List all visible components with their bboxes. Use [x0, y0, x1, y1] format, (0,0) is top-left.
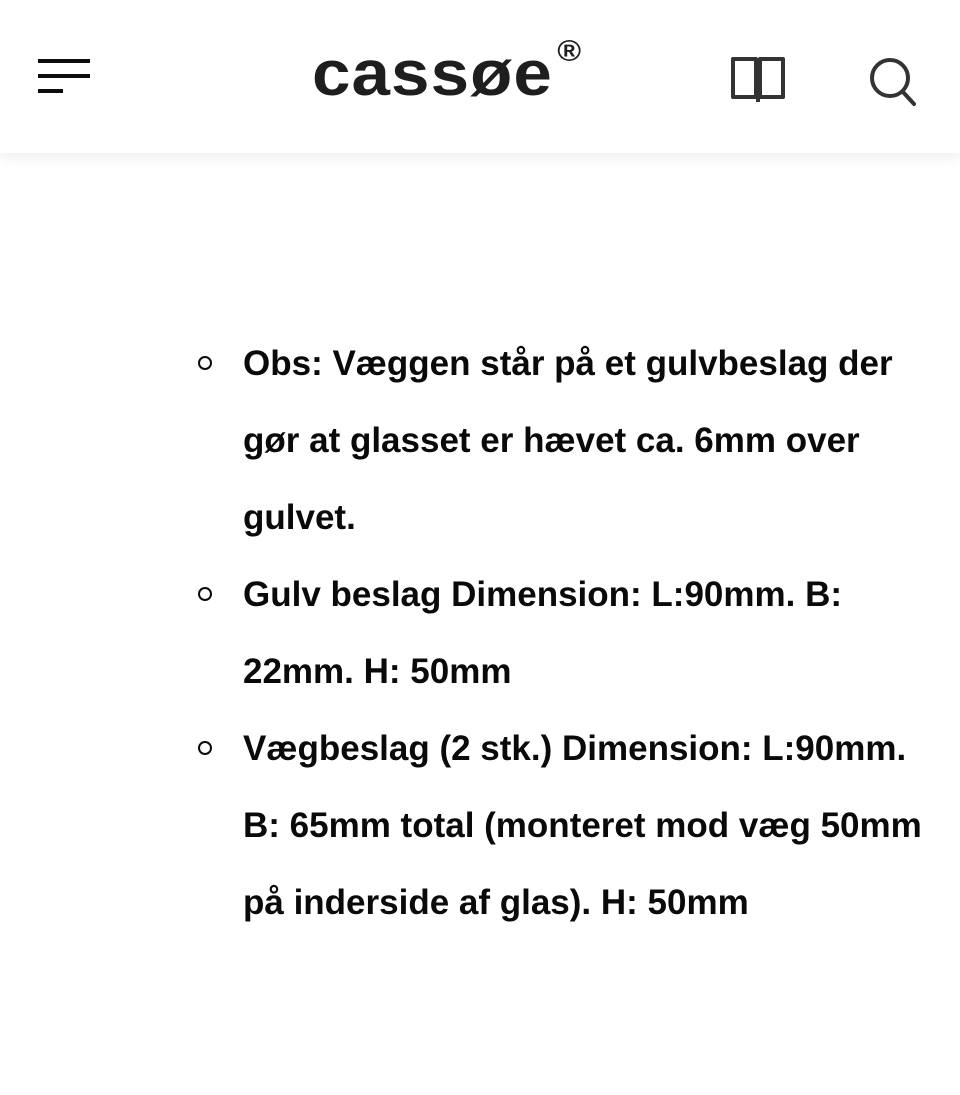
spec-text: Vægbeslag (2 stk.) Dimension: L:90mm. B: 65mm total (monteret mod væg 50mm på inderside af glas). H: 50mm — [243, 729, 922, 922]
catalog-button[interactable] — [728, 54, 788, 104]
search-icon — [866, 54, 922, 108]
list-item — [243, 325, 923, 556]
circle-bullet-icon — [198, 356, 212, 370]
list-item — [243, 556, 923, 710]
site-header — [0, 0, 960, 153]
circle-bullet-icon — [198, 587, 212, 601]
hamburger-line — [38, 89, 63, 93]
circle-bullet-icon — [198, 741, 212, 755]
open-book-icon — [728, 54, 788, 104]
spec-list — [0, 325, 923, 941]
product-specs — [0, 325, 960, 941]
registered-mark: ® — [557, 35, 583, 68]
menu-button[interactable] — [36, 56, 94, 98]
spec-text: Gulv beslag Dimension: L:90mm. B: 22mm. H: 50mm — [243, 575, 842, 691]
search-button[interactable] — [866, 54, 922, 108]
brand-logo[interactable] — [312, 35, 583, 109]
spec-text: Obs: Væggen står på et gulvbeslag der gør at glasset er hævet ca. 6mm over gulvet. — [243, 344, 893, 537]
list-item — [243, 710, 923, 941]
logo-text: cassøe — [312, 37, 553, 109]
hamburger-menu-icon — [38, 59, 90, 63]
hamburger-line — [38, 74, 90, 78]
